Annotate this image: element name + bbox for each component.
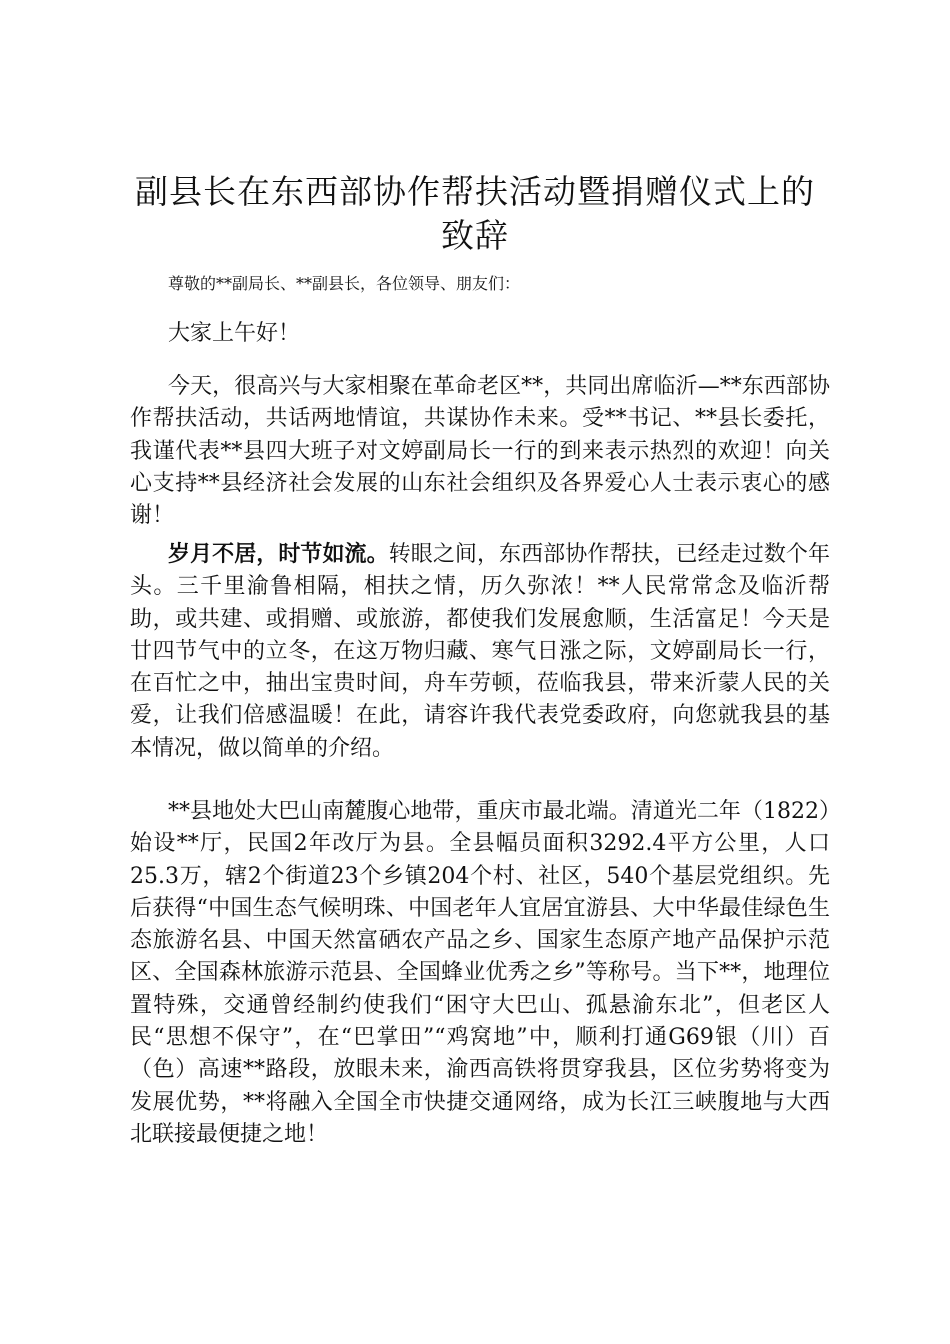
paragraph-lead: 岁月不居，时节如流。 (168, 541, 389, 567)
paragraph-text: 转眼之间，东西部协作帮扶，已经走过数个年头。三千里渝鲁相隔，相扶之情，历久弥浓！**人民常常念及临沂帮助，或共建、或捐赠、或旅游，都使我们发展愈顺，生活富足！今天是廿四节气中的立冬，在这万物归藏、寒气日涨之际，文婷副局长一行，在百忙之中，抽出宝贵时间，舟车劳顿，莅临我县，带来沂蒙人民的关爱，让我们倍感温暖！在此，请容许我代表党委政府，向您就我县的基本情况，做以简单的介绍。 (130, 542, 830, 761)
salutation: 尊敬的**副局长、**副县长，各位领导、朋友们： (168, 274, 521, 293)
greeting: 大家上午好！ (168, 321, 301, 346)
paragraph-text: **县地处大巴山南麓腹心地带，重庆市最北端。清道光二年（1822）始设**厅，民国2年改厅为县。全县幅员面积3292.4平方公里，人口25.3万，辖2个街道23个乡镇204个村、社区，540个基层党组织。先后获得“中国生态气候明珠、中国老年人宜居宜游县、大中华最佳绿色生态旅游名县、中国天然富硒农产品之乡、国家生态原产地产品保护示范区、全国森林旅游示范县、全国蜂业优秀之乡”等称号。当下**，地理位置特殊，交通曾经制约使我们“困守大巴山、孤悬渝东北”，但老区人民“思想不保守”，在“巴掌田”“鸡窝地”中，顺利打通G69银（川）百（色）高速**路段，放眼未来，渝西高铁将贯穿我县，区位劣势将变为发展优势，**将融入全国全市快捷交通网络，成为长江三峡腹地与大西北联接最便捷之地！ (130, 799, 830, 1147)
paragraph-welcome (130, 371, 830, 532)
document-title: 副县长在东西部协作帮扶活动暨捐赠仪式上的致辞 (135, 172, 815, 255)
paragraph-text: 今天，很高兴与大家相聚在革命老区**，共同出席临沂—**东西部协作帮扶活动，共话两地情谊，共谋协作未来。受**书记、**县长委托，我谨代表**县四大班子对文婷副局长一行的到来表示热烈的欢迎！向关心支持**县经济社会发展的山东社会组织及各界爱心人士表示衷心的感谢！ (130, 374, 830, 529)
paragraph-history (130, 538, 830, 765)
paragraph-county-intro (130, 796, 830, 1151)
